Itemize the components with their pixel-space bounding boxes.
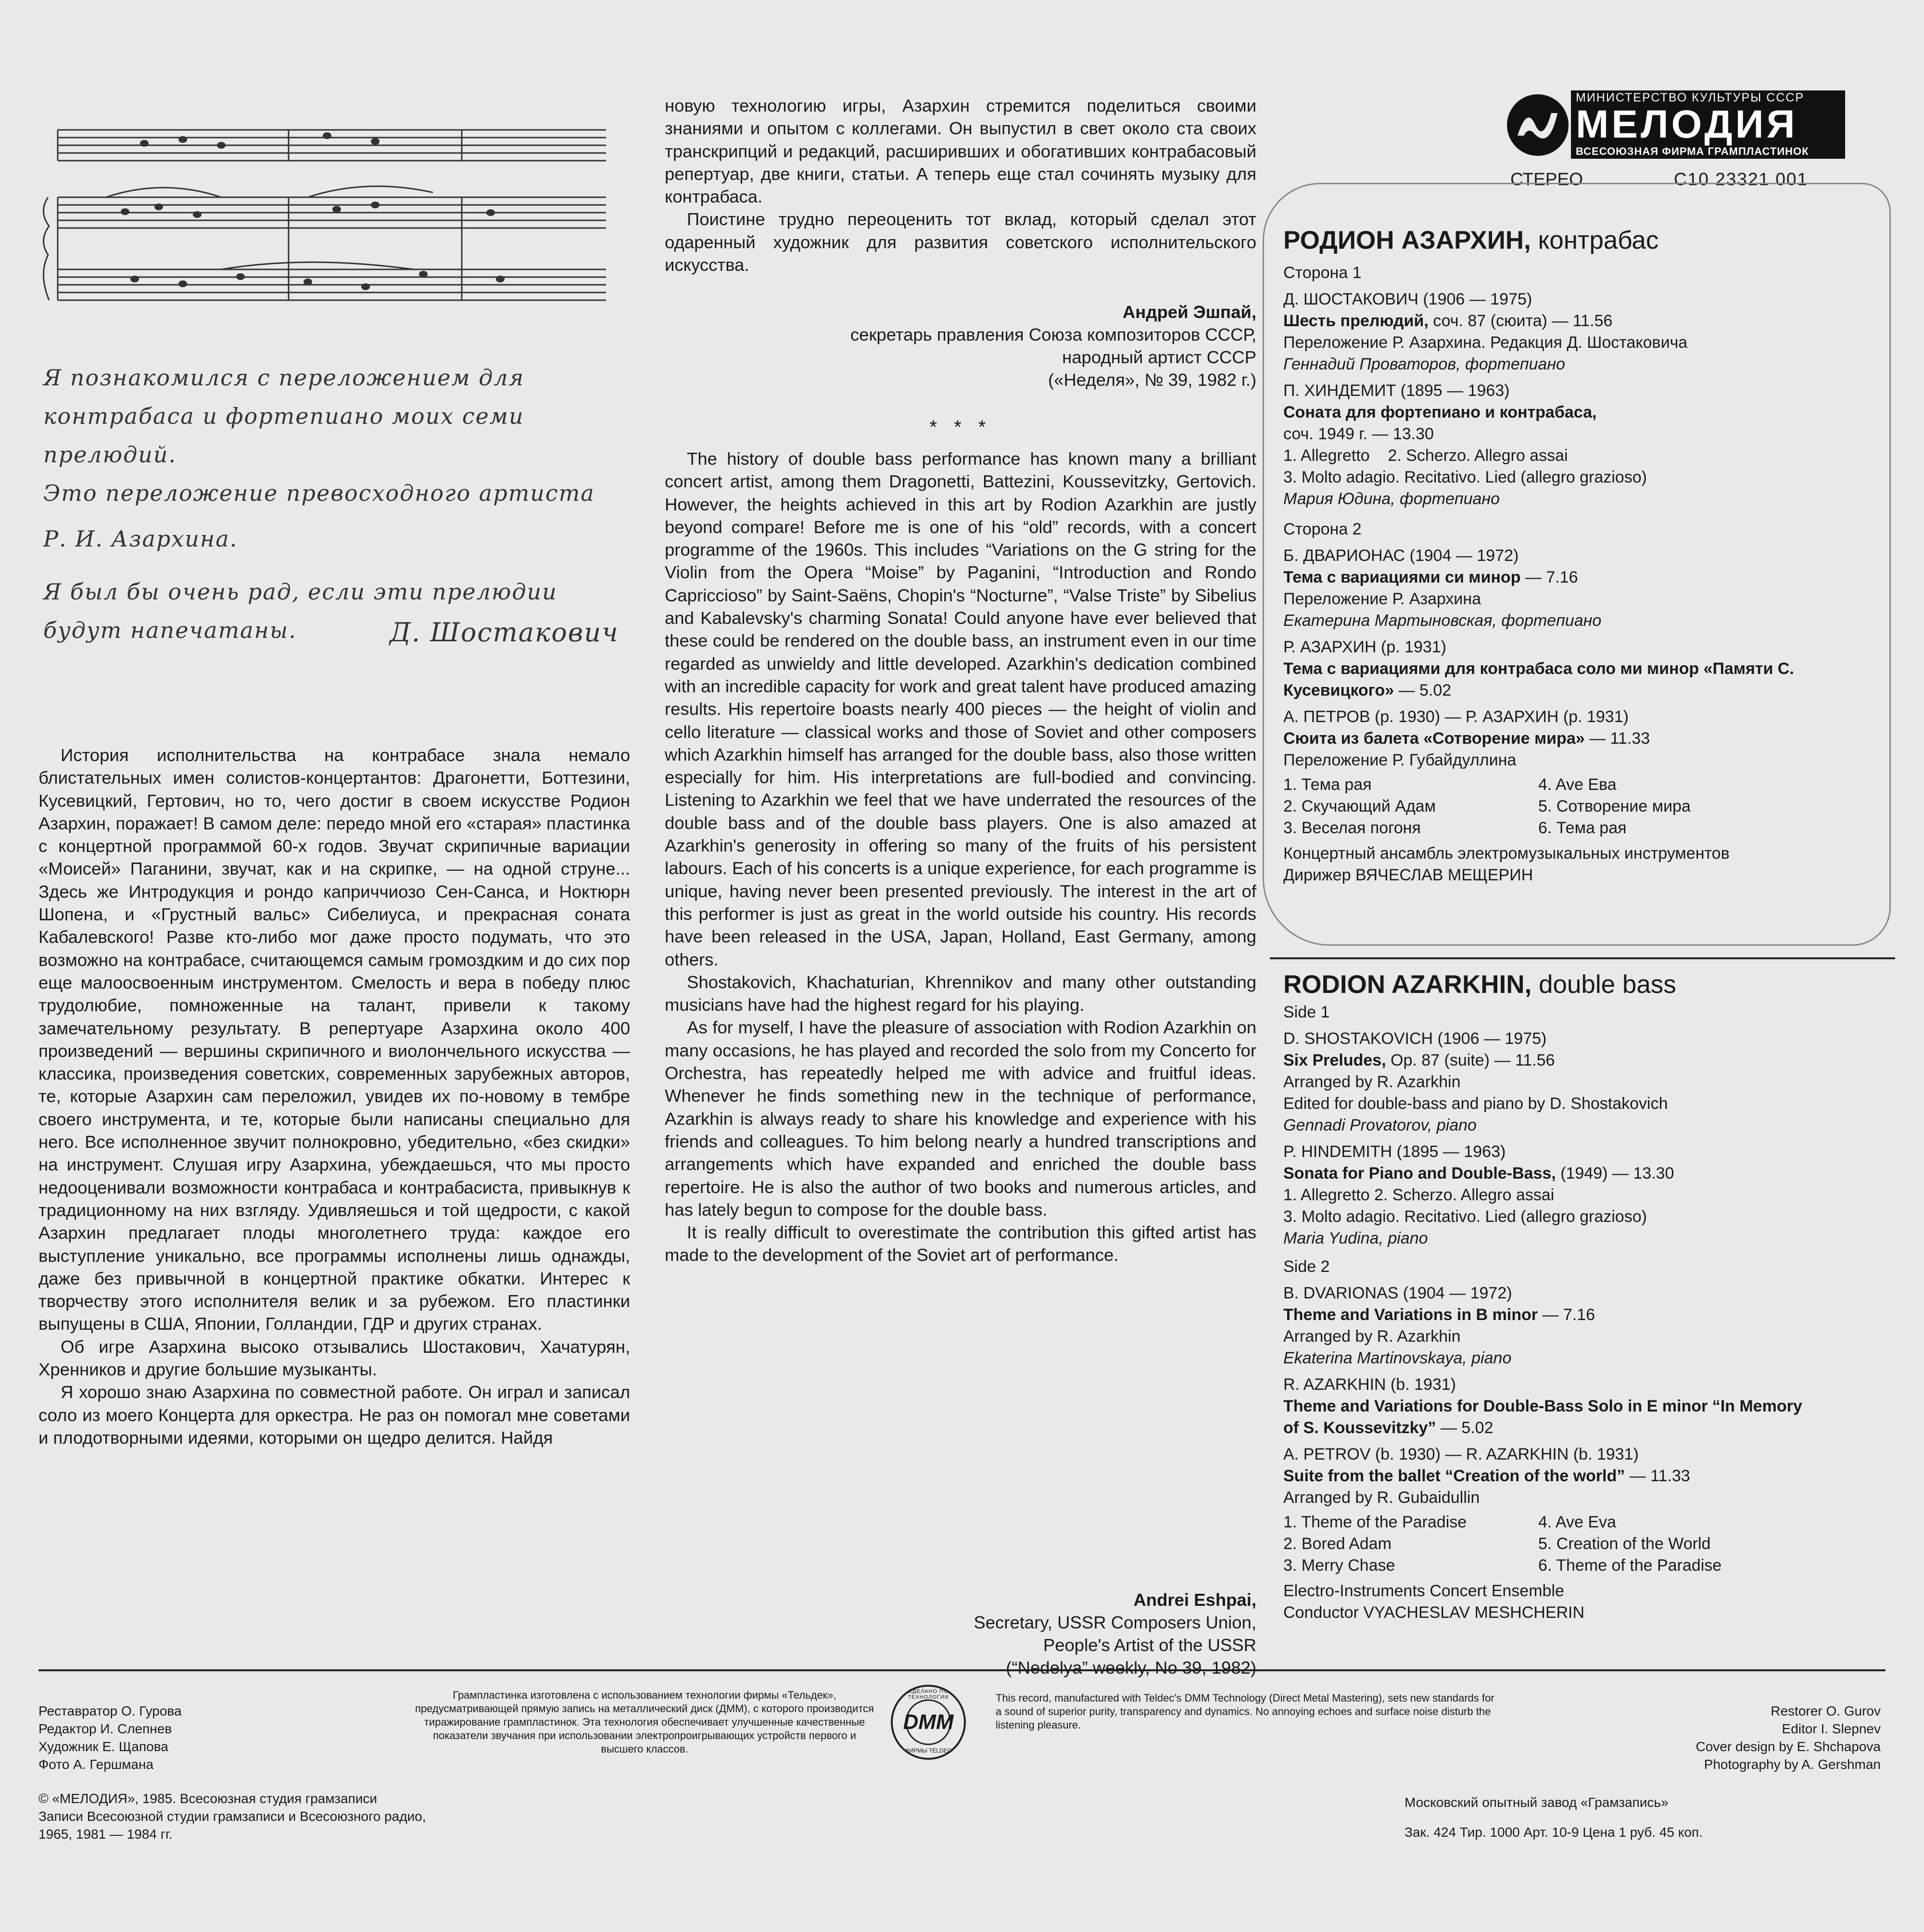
part-item: 4. Ave Ева xyxy=(1538,775,1617,794)
dmm-ring-bottom: ФИРМЫ TELDEC xyxy=(905,1747,952,1754)
artist-instrument: контрабас xyxy=(1531,226,1659,254)
melodiya-logo-icon xyxy=(1506,91,1570,159)
russian-article-continuation xyxy=(665,94,1256,276)
plant-name: Московский опытный завод «Грамзапись» xyxy=(1405,1795,1669,1810)
composer: R. AZARKHIN (b. 1931) xyxy=(1283,1375,1456,1394)
signature-name: Андрей Эшпай, xyxy=(1122,302,1256,322)
divider xyxy=(1270,957,1895,959)
part-item: 3. Merry Chase xyxy=(1283,1556,1395,1575)
edition: Edited for double-bass and piano by D. Shostakovich xyxy=(1283,1094,1668,1113)
artist-title: РОДИОН АЗАРХИН, xyxy=(1283,226,1531,254)
movements: 1. Allegretto 2. Scherzo. Allegro assai xyxy=(1283,1186,1555,1204)
conductor: Conductor VYACHESLAV MESHCHERIN xyxy=(1283,1603,1585,1622)
part-item: 6. Theme of the Paradise xyxy=(1538,1556,1722,1575)
work-details: — 11.33 xyxy=(1625,1467,1690,1485)
credit-line: Editor I. Slepnev xyxy=(1782,1721,1881,1736)
copyright-line: 1965, 1981 — 1984 гг. xyxy=(38,1827,173,1842)
handwritten-note xyxy=(43,366,640,657)
work-details: — 5.02 xyxy=(1394,681,1452,699)
order-info: Зак. 424 Тир. 1000 Арт. 10-9 Цена 1 руб. 45 коп. xyxy=(1405,1825,1703,1840)
movements: 3. Molto adagio. Recitativo. Lied (allegro grazioso) xyxy=(1283,1208,1647,1226)
article-paragraph: As for myself, I have the pleasure of association with Rodion Azarkhin on many occasions, he has played and recorded the solo from my Concerto for Orchestra, has repeatedly helped me with advice and fruitful ideas. Whenever he finds something new in the technique of performance, Azarkhin is always ready to share his knowledge and experience with his friends and colleagues. To him belong nearly a hundred transcriptions and arrangements which have expanded and enriched the double bass repertoire. He is also the author of two books and numerous articles, and has lately begun to compose for the double bass. xyxy=(665,1017,1256,1220)
signature-line: («Неделя», № 39, 1982 г.) xyxy=(1048,370,1256,390)
arrangement: Arranged by R. Azarkhin xyxy=(1283,1073,1461,1091)
arrangement: Переложение Р. Губайдуллина xyxy=(1283,751,1517,769)
performer: Maria Yudina, piano xyxy=(1283,1229,1428,1247)
section-separator: * * * xyxy=(929,417,992,438)
part-item: 6. Тема рая xyxy=(1538,819,1627,837)
movements: 1. Allegretto 2. Scherzo. Allegro assai xyxy=(1283,446,1568,465)
credit-line: Реставратор О. Гурова xyxy=(38,1703,182,1718)
ballet-parts xyxy=(1283,774,1861,839)
work-details: — 5.02 xyxy=(1436,1419,1494,1437)
composer: Р. АЗАРХИН (р. 1931) xyxy=(1283,638,1447,656)
signature-line: (“Nedelya” weekly, No 39, 1982) xyxy=(1006,1658,1256,1678)
credit-line: Редактор И. Слепнев xyxy=(38,1721,172,1736)
work-title: Theme and Variations in B minor xyxy=(1283,1306,1538,1324)
credits-english xyxy=(1568,1702,1881,1773)
composer: B. DVARIONAS (1904 — 1972) xyxy=(1283,1284,1512,1302)
arrangement: Переложение Р. Азархина. Редакция Д. Шостаковича xyxy=(1283,333,1688,352)
signature-name: Andrei Eshpai, xyxy=(1133,1590,1256,1610)
composer: P. HINDEMITH (1895 — 1963) xyxy=(1283,1143,1506,1161)
artist-instrument: double bass xyxy=(1532,970,1676,999)
work-title: Сюита из балета «Сотворение мира» xyxy=(1283,729,1585,748)
conductor: Дирижер ВЯЧЕСЛАВ МЕЩЕРИН xyxy=(1283,866,1533,884)
signature-line: народный артист СССР xyxy=(1062,347,1256,367)
ensemble: Концертный ансамбль электромузыкальных инструментов xyxy=(1283,844,1730,863)
part-item: 2. Bored Adam xyxy=(1283,1535,1392,1553)
ministry-text: МИНИСТЕРСТВО КУЛЬТУРЫ СССР xyxy=(1576,91,1805,104)
dmm-logo-text: DMM xyxy=(903,1710,954,1734)
composer: А. ПЕТРОВ (р. 1930) — Р. АЗАРХИН (р. 1931) xyxy=(1283,708,1629,726)
music-score-sketch xyxy=(38,111,625,332)
credits-russian xyxy=(38,1702,182,1773)
article-paragraph: Shostakovich, Khachaturian, Khrennikov and many other outstanding musicians have had the highest regard for his playing. xyxy=(665,972,1256,1015)
credit-line: Художник Е. Щапова xyxy=(38,1739,168,1754)
composer: П. ХИНДЕМИТ (1895 — 1963) xyxy=(1283,381,1510,400)
credit-line: Фото А. Гершмана xyxy=(38,1757,154,1772)
arrangement: Переложение Р. Азархина xyxy=(1283,590,1481,608)
company-text: ВСЕСОЮЗНАЯ ФИРМА ГРАМПЛАСТИНОК xyxy=(1576,145,1809,157)
performer: Геннадий Проваторов, фортепиано xyxy=(1283,355,1565,373)
performer: Gennadi Provatorov, piano xyxy=(1283,1116,1477,1134)
work-title: Six Preludes, xyxy=(1283,1051,1386,1069)
handwriting-line: прелюдий. xyxy=(43,442,177,468)
handwriting-line: Я познакомился с переложением для xyxy=(43,365,525,391)
work-title: Theme and Variations for Double-Bass Solo in E minor “In Memory of S. Koussevitzky” xyxy=(1283,1397,1802,1437)
credit-line: Restorer O. Gurov xyxy=(1771,1703,1881,1718)
brand-name: МЕЛОДИЯ xyxy=(1576,102,1798,146)
signature-line: People's Artist of the USSR xyxy=(1043,1635,1256,1655)
work-title: Sonata for Piano and Double-Bass, xyxy=(1283,1164,1556,1182)
side-label: Сторона 2 xyxy=(1283,520,1362,538)
work-details: Op. 87 (suite) — 11.56 xyxy=(1386,1051,1555,1069)
article-paragraph: Поистине трудно переоценить тот вклад, который сделал этот одаренный художник для развития советского исполнительского искусства. xyxy=(665,209,1256,275)
footer-divider xyxy=(38,1669,1886,1671)
part-item: 2. Скучающий Адам xyxy=(1283,797,1436,815)
part-item: 1. Тема рая xyxy=(1283,775,1372,794)
work-details: соч. 1949 г. — 13.30 xyxy=(1283,425,1434,443)
work-title: Соната для фортепиано и контрабаса, xyxy=(1283,403,1597,421)
work-title: Suite from the ballet “Creation of the world” xyxy=(1283,1467,1625,1485)
arrangement: Arranged by R. Azarkhin xyxy=(1283,1327,1461,1346)
stereo-text: СТЕРЕО xyxy=(1510,169,1583,189)
dmm-text-russian: Грампластинка изготовлена с использованием технологии фирмы «Тельдек», предусматривающей прямую запись на металлический диск (ДММ), с которого производится тиражирование грампластинок. Эта технология обеспечивает улучшенные качественные показатели звучания при использовании электропроигрывающих устройств первого и высшего классов. xyxy=(415,1689,874,1755)
credit-line: Photography by A. Gershman xyxy=(1704,1757,1881,1772)
signature-line: секретарь правления Союза композиторов СССР, xyxy=(850,325,1256,344)
ballet-parts xyxy=(1283,1512,1861,1576)
article-paragraph: История исполнительства на контрабасе знала немало блистательных имен солистов-концертантов: Драгонетти, Боттезини, Кусевицкий, Гертович, но то, чего достиг в своем искусстве Родион Азархин, поражает! В самом деле: передо мной его «старая» пластинка с концертной программой 60-х годов. Звучат скрипичные вариации «Моисей» Паганини, звучат, как и на скрипке, — на одной струне... Здесь же Интродукция и рондо каприччиозо Сен-Санса, и Ноктюрн Шопена, и «Грустный вальс» Сибелиуса, и прекрасная соната Кабалевского! Разве кто-либо мог даже просто подумать, что это возможно на контрабасе, считающемся самым громоздким и до сих пор еще малоосвоенным инструментом. Смелость и вера в победу плюс трудолюбие, помноженные на талант, привели к такому замечательному результату. В репертуаре Азархина около 400 произведений — вершины скрипичного и виолончельного искусства — классика, произведения советских, современных зарубежных авторов, те, которые Азархин сам переложил, увидев их по-новому в тембре своего инструмента, и те, которые были написаны специально для него. Все исполненное звучит полнокровно, убедительно, «без скидки» на инструмент. Слушая игру Азархина, убеждаешься, что мы просто недооценивали возможности контрабаса и контрабасиста, привыкнув к традиционному на них взгляду. Удивляешься и той щедрости, с какой Азархин предлагает плоды многолетнего труда: каждое его выступление уникально, все программы исполнены лишь однажды, даже без привычной в концертной практике обкатки. Интерес к творчеству этого исполнителя велик и за рубежом. Его пластинки выпущены в США, Японии, Голландии, ГДР и других странах. xyxy=(38,745,630,1334)
part-item: 1. Theme of the Paradise xyxy=(1283,1513,1467,1531)
dmm-badge xyxy=(890,1684,967,1761)
russian-article xyxy=(38,744,630,1449)
handwriting-line: Я был бы очень рад, если эти прелюдии xyxy=(43,579,557,605)
credit-line: Cover design by E. Shchapova xyxy=(1696,1739,1881,1754)
handwriting-line: Это переложение превосходного артиста xyxy=(43,480,595,506)
article-paragraph: Об игре Азархина высоко отзывались Шостакович, Хачатурян, Хренников и другие большие музыканты. xyxy=(38,1336,630,1380)
performer: Ekaterina Martinovskaya, piano xyxy=(1283,1349,1512,1367)
performer: Екатерина Мартыновская, фортепиано xyxy=(1283,611,1602,630)
part-item: 4. Ave Eva xyxy=(1538,1513,1616,1531)
work-title: Тема с вариациями для контрабаса соло ми минор «Памяти С. Кусевицкого» xyxy=(1283,660,1794,699)
work-title: Шесть прелюдий, xyxy=(1283,312,1429,330)
handwriting-line: контрабаса и фортепиано моих семи xyxy=(43,403,524,429)
artist-title: RODION AZARKHIN, xyxy=(1283,970,1532,999)
work-details: соч. 87 (сюита) — 11.56 xyxy=(1428,312,1613,330)
tracklist-russian xyxy=(1283,224,1861,886)
side-label: Side 1 xyxy=(1283,1003,1330,1021)
copyright-line: Записи Всесоюзной студии грамзаписи и Всесоюзного радио, xyxy=(38,1809,426,1824)
part-item: 5. Сотворение мира xyxy=(1538,797,1691,815)
tracklist-english xyxy=(1283,968,1861,1624)
russian-signature xyxy=(665,301,1256,391)
arrangement: Arranged by R. Gubaidullin xyxy=(1283,1488,1480,1507)
signature-line: Secretary, USSR Composers Union, xyxy=(974,1613,1256,1632)
handwriting-line: Р. И. Азархина. xyxy=(43,526,238,552)
performer: Мария Юдина, фортепиано xyxy=(1283,490,1500,508)
english-article xyxy=(665,447,1256,1267)
handwritten-signature: Д. Шостакович xyxy=(390,617,619,648)
composer: D. SHOSTAKOVICH (1906 — 1975) xyxy=(1283,1030,1547,1048)
part-item: 3. Веселая погоня xyxy=(1283,819,1421,837)
side-label: Side 2 xyxy=(1283,1258,1330,1276)
work-title: Тема с вариациями си минор xyxy=(1283,568,1521,586)
english-signature xyxy=(665,1589,1256,1679)
work-details: — 7.16 xyxy=(1520,568,1578,586)
article-paragraph: It is really difficult to overestimate the contribution this gifted artist has made to the development of the Soviet art of performance. xyxy=(665,1222,1256,1265)
article-paragraph: The history of double bass performance has known many a brilliant concert artist, among them Dragonetti, Battezini, Koussevitzky, Gertovich. However, the heights achieved in this art by Rodion Azarkhin are justly beyond compare! Before me is one of his “old” records, with a concert programme of the 1960s. This includes “Variations on the G string for the Violin from the Opera “Moise” by Paganini, “Introduction and Rondo Capriccioso” by Saint-Saëns, Chopin's “Nocturne”, “Valse Triste” by Sibelius and Kabalevsky's charming Sonata! Could anyone have ever believed that these could be rendered on the double bass, an instrument even in our time regarded as unwieldy and little developed. Azarkhin's dedication combined with an incredible capacity for work and great talent have produced amazing results. His repertoire boasts nearly 400 pieces — the height of violin and cello literature — classical works and those of Soviet and other composers which Azarkhin himself has arranged for the double bass, also those written especially for him. His interpretations are full-bodied and convincing. Listening to Azarkhin we feel that we have underrated the resources of the double bass and of the double bass players. One is also amazed at Azarkhin's generosity in offering so many of the fruits of his persistent labours. Each of his concerts is a unique experience, for each programme is unique, having never been presented previously. The interest in the art of this performer is just as great in the world outside his country. His records have been released in the USA, Japan, Holland, East Germany, among others. xyxy=(665,449,1256,969)
dmm-text-english: This record, manufactured with Teldec's DMM Technology (Direct Metal Mastering), sets new standards for a sound of superior purity, transparency and dynamics. No annoying echoes and surface noise disturb the listening pleasure. xyxy=(996,1692,1494,1731)
composer: Б. ДВАРИОНАС (1904 — 1972) xyxy=(1283,547,1519,565)
composer: A. PETROV (b. 1930) — R. AZARKHIN (b. 1931) xyxy=(1283,1445,1639,1463)
part-item: 5. Creation of the World xyxy=(1538,1535,1711,1553)
article-paragraph: Я хорошо знаю Азархина по совместной работе. Он играл и записал соло из моего Концерта для оркестра. Не раз он помогал мне советами и плодотворными идеями, которыми он щедро делится. Найдя xyxy=(38,1382,630,1448)
copyright-line: © «МЕЛОДИЯ», 1985. Всесоюзная студия грамзаписи xyxy=(38,1791,378,1806)
article-paragraph: новую технологию игры, Азархин стремится поделиться своими знаниями и опытом с коллегами. Он выпустил в свет около ста своих транскрипций и редакций, расширивших и обогативших контрабасовый репертуар, две книги, статьи. А теперь еще стал сочинять музыку для контрабаса. xyxy=(665,96,1256,207)
ensemble: Electro-Instruments Concert Ensemble xyxy=(1283,1582,1564,1600)
composer: Д. ШОСТАКОВИЧ (1906 — 1975) xyxy=(1283,290,1532,308)
movements: 3. Molto adagio. Recitativo. Lied (allegro grazioso) xyxy=(1283,468,1647,486)
copyright xyxy=(38,1790,426,1843)
side-label: Сторона 1 xyxy=(1283,264,1362,282)
work-details: — 11.33 xyxy=(1584,729,1650,748)
melodiya-label xyxy=(1506,87,1847,164)
catalog-number: С10 23321 001 xyxy=(1674,169,1809,189)
work-details: (1949) — 13.30 xyxy=(1556,1164,1674,1182)
handwriting-line: будут напечатаны. xyxy=(43,617,297,643)
work-details: — 7.16 xyxy=(1538,1306,1595,1324)
dmm-ring-top: СДЕЛАНО ПО ТЕХНОЛОГИИ xyxy=(908,1689,949,1700)
